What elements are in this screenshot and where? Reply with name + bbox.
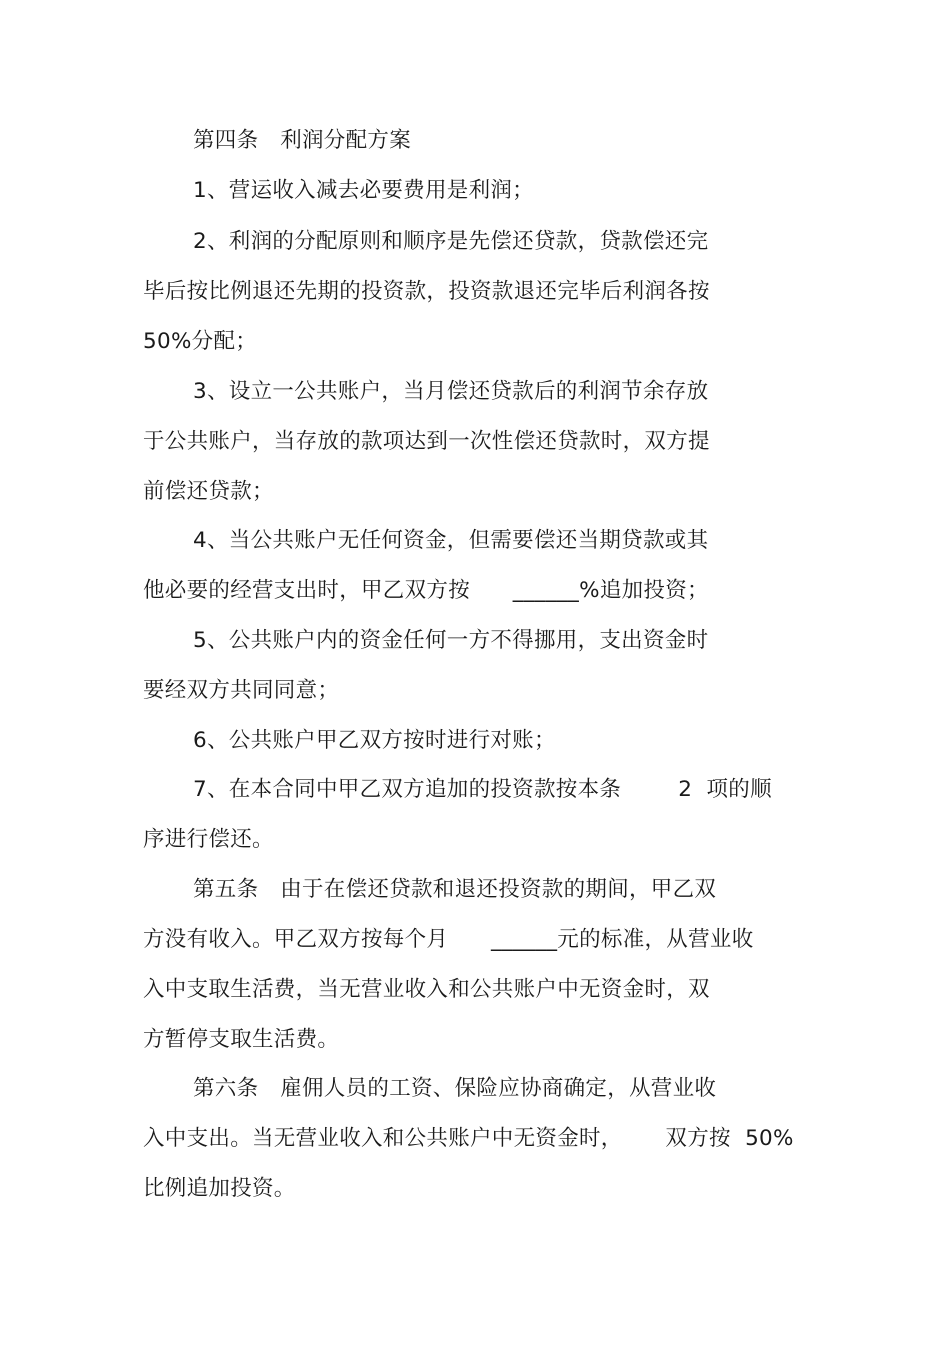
article-5-line-3: 入中支取生活费，当无营业收入和公共账户中无资金时，双 [143,977,710,1002]
article-4-item-2-line-3: 50%分配； [143,329,258,354]
article-4-title: 第四条 利润分配方案 [193,128,412,153]
article-6-line-3: 比例追加投资。 [143,1176,296,1201]
article-4-item-7-line-2: 序进行偿还。 [143,827,274,852]
article-4-item-5-line-1: 5、公共账户内的资金任何一方不得挪用，支出资金时 [193,628,709,653]
article-4-item-3-line-1: 3、设立一公共账户，当月偿还贷款后的利润节余存放 [193,379,709,404]
article-4-item-7-line-1: 7、在本合同中甲乙双方追加的投资款按本条 2 项的顺 [193,777,772,802]
article-4-item-6: 6、公共账户甲乙双方按时进行对账； [193,728,556,753]
article-4-item-3-line-3: 前偿还贷款； [143,479,274,504]
article-4-item-4-line-1: 4、当公共账户无任何资金，但需要偿还当期贷款或其 [193,528,709,553]
article-6-line-2: 入中支出。当无营业收入和公共账户中无资金时， 双方按 50% [143,1126,794,1151]
article-6-line-1: 第六条 雇佣人员的工资、保险应协商确定，从营业收 [193,1076,717,1101]
article-5-line-2: 方没有收入。甲乙双方按每个月 ______元的标准，从营业收 [143,927,754,952]
article-4-item-5-line-2: 要经双方共同同意； [143,678,340,703]
article-4-item-2-line-2: 毕后按比例退还先期的投资款，投资款退还完毕后利润各按 [143,279,710,304]
article-5-line-4: 方暂停支取生活费。 [143,1027,340,1052]
article-4-item-3-line-2: 于公共账户，当存放的款项达到一次性偿还贷款时，双方提 [143,429,710,454]
article-4-item-1: 1、营运收入减去必要费用是利润； [193,178,534,203]
article-5-line-1: 第五条 由于在偿还贷款和退还投资款的期间，甲乙双 [193,877,717,902]
article-4-item-2-line-1: 2、利润的分配原则和顺序是先偿还贷款，贷款偿还完 [193,229,709,254]
article-4-item-4-line-2: 他必要的经营支出时，甲乙双方按 ______%追加投资； [143,578,709,603]
